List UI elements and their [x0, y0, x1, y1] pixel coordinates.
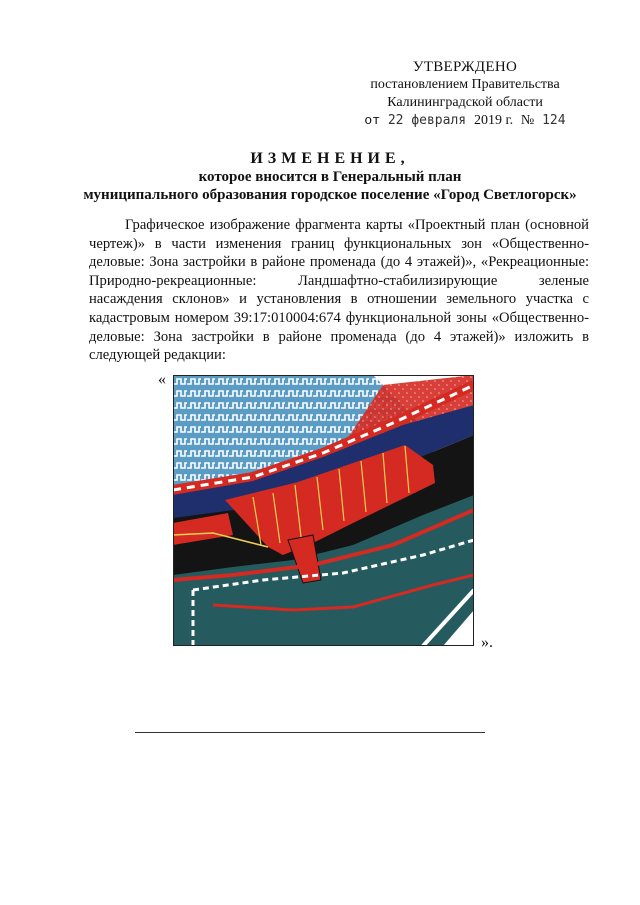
- number-label: №: [520, 113, 535, 128]
- approval-heading: УТВЕРЖДЕНО: [412, 59, 518, 75]
- approval-block: [340, 58, 590, 130]
- document-number: 124: [542, 113, 566, 128]
- title-block: [70, 150, 590, 204]
- title-line-3: муниципального образования городское поселение «Город Светлогорск»: [83, 187, 577, 203]
- body-paragraph: Графическое изображение фрагмента карты «Проектный план (основной чертеж)» в части изменения границ функциональных зон «Общественно-деловые: Зона застройки в районе променада (до 4 этажей)», «Рекреационные: Природно-рекреационные: Ландшафтно-стабилизирующие зеленые насаждения склонов» и установления в отношении земельного участка с кадастровым номером 39:17:010004:674 функциональной зоны «Общественно-деловые: Зона застройки в районе променада (до 4 этажей)» изложить в следующей редакции:: [89, 217, 589, 364]
- title-line-2: которое вносится в Генеральный план: [198, 169, 462, 185]
- date-prefix: от: [364, 113, 381, 128]
- date-year: 2019 г.: [473, 113, 514, 128]
- approval-line-2: Калининградской области: [387, 95, 543, 110]
- bottom-rule: [135, 732, 485, 733]
- quote-open: «: [158, 371, 166, 388]
- body-text: [89, 216, 589, 365]
- title-word: ИЗМЕНЕНИЕ,: [250, 150, 410, 167]
- approval-date: [340, 112, 590, 130]
- approval-line-1: постановлением Правительства: [370, 77, 560, 92]
- date-handwritten: 22 февраля: [387, 113, 467, 128]
- map-fragment: [173, 375, 474, 646]
- quote-close: ».: [481, 634, 493, 651]
